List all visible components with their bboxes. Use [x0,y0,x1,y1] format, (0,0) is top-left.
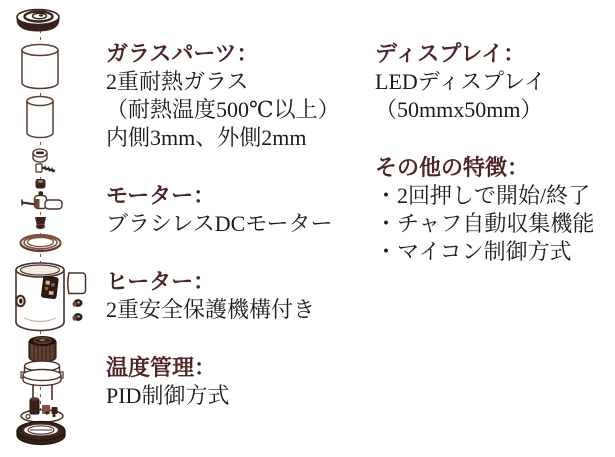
spec-section-motor [106,182,372,238]
base-ring [17,422,65,445]
bushing [35,217,46,229]
heater-line: 2重安全保護機構付き [106,297,316,322]
glass-parts-line: 2重耐熱ガラス [106,69,249,94]
spec-section-heater [106,268,372,324]
main-body [16,263,64,331]
other-features-heading: その他の特徴： [375,155,530,180]
motor-line: ブラシレスDCモーター [106,211,333,236]
spec-column-left [106,40,372,440]
display-heading: ディスプレイ： [375,41,526,66]
spec-section-display [375,40,613,124]
display-line: LEDディスプレイ [375,69,547,94]
panel-screws [73,300,83,321]
gasket-ring [21,235,61,251]
temperature-control-heading: 温度管理： [106,355,217,380]
cap-knob [33,149,47,162]
side-button [16,296,24,306]
inner-glass-cylinder [27,97,53,138]
stirrer-arm [22,192,62,210]
other-features-bullet: ・チャフ自動収集機能 [375,211,595,236]
display-line: （50mmx50mm） [375,97,543,122]
screw [36,164,55,173]
glass-parts-line: （耐熱温度500℃以上） [106,97,340,122]
outer-glass-cylinder [22,45,58,89]
other-features-bullet: ・マイコン制御方式 [375,239,572,264]
other-features-bullet: ・2回押しで開始/終了 [375,183,591,208]
glass-parts-line: 内側3mm、外側2mm [106,125,307,150]
lid-part [17,10,59,32]
heater-heading: ヒーター： [106,269,216,294]
clamp-rings [21,361,63,400]
side-panel [68,273,86,294]
spec-section-temperature-control [106,354,372,410]
spec-section-other-features [375,154,613,266]
glass-parts-heading: ガラスパーツ： [106,41,259,66]
motor-heading: モーター： [106,183,216,208]
spec-section-glass-parts [106,40,372,152]
nut [36,179,46,189]
electronics-assembly [21,397,63,422]
heater-drum [29,336,56,362]
temperature-control-line: PID制御方式 [106,383,230,408]
coffee-roaster-exploded-view [0,0,100,457]
spec-column-right [375,40,613,296]
display-window [41,276,58,299]
